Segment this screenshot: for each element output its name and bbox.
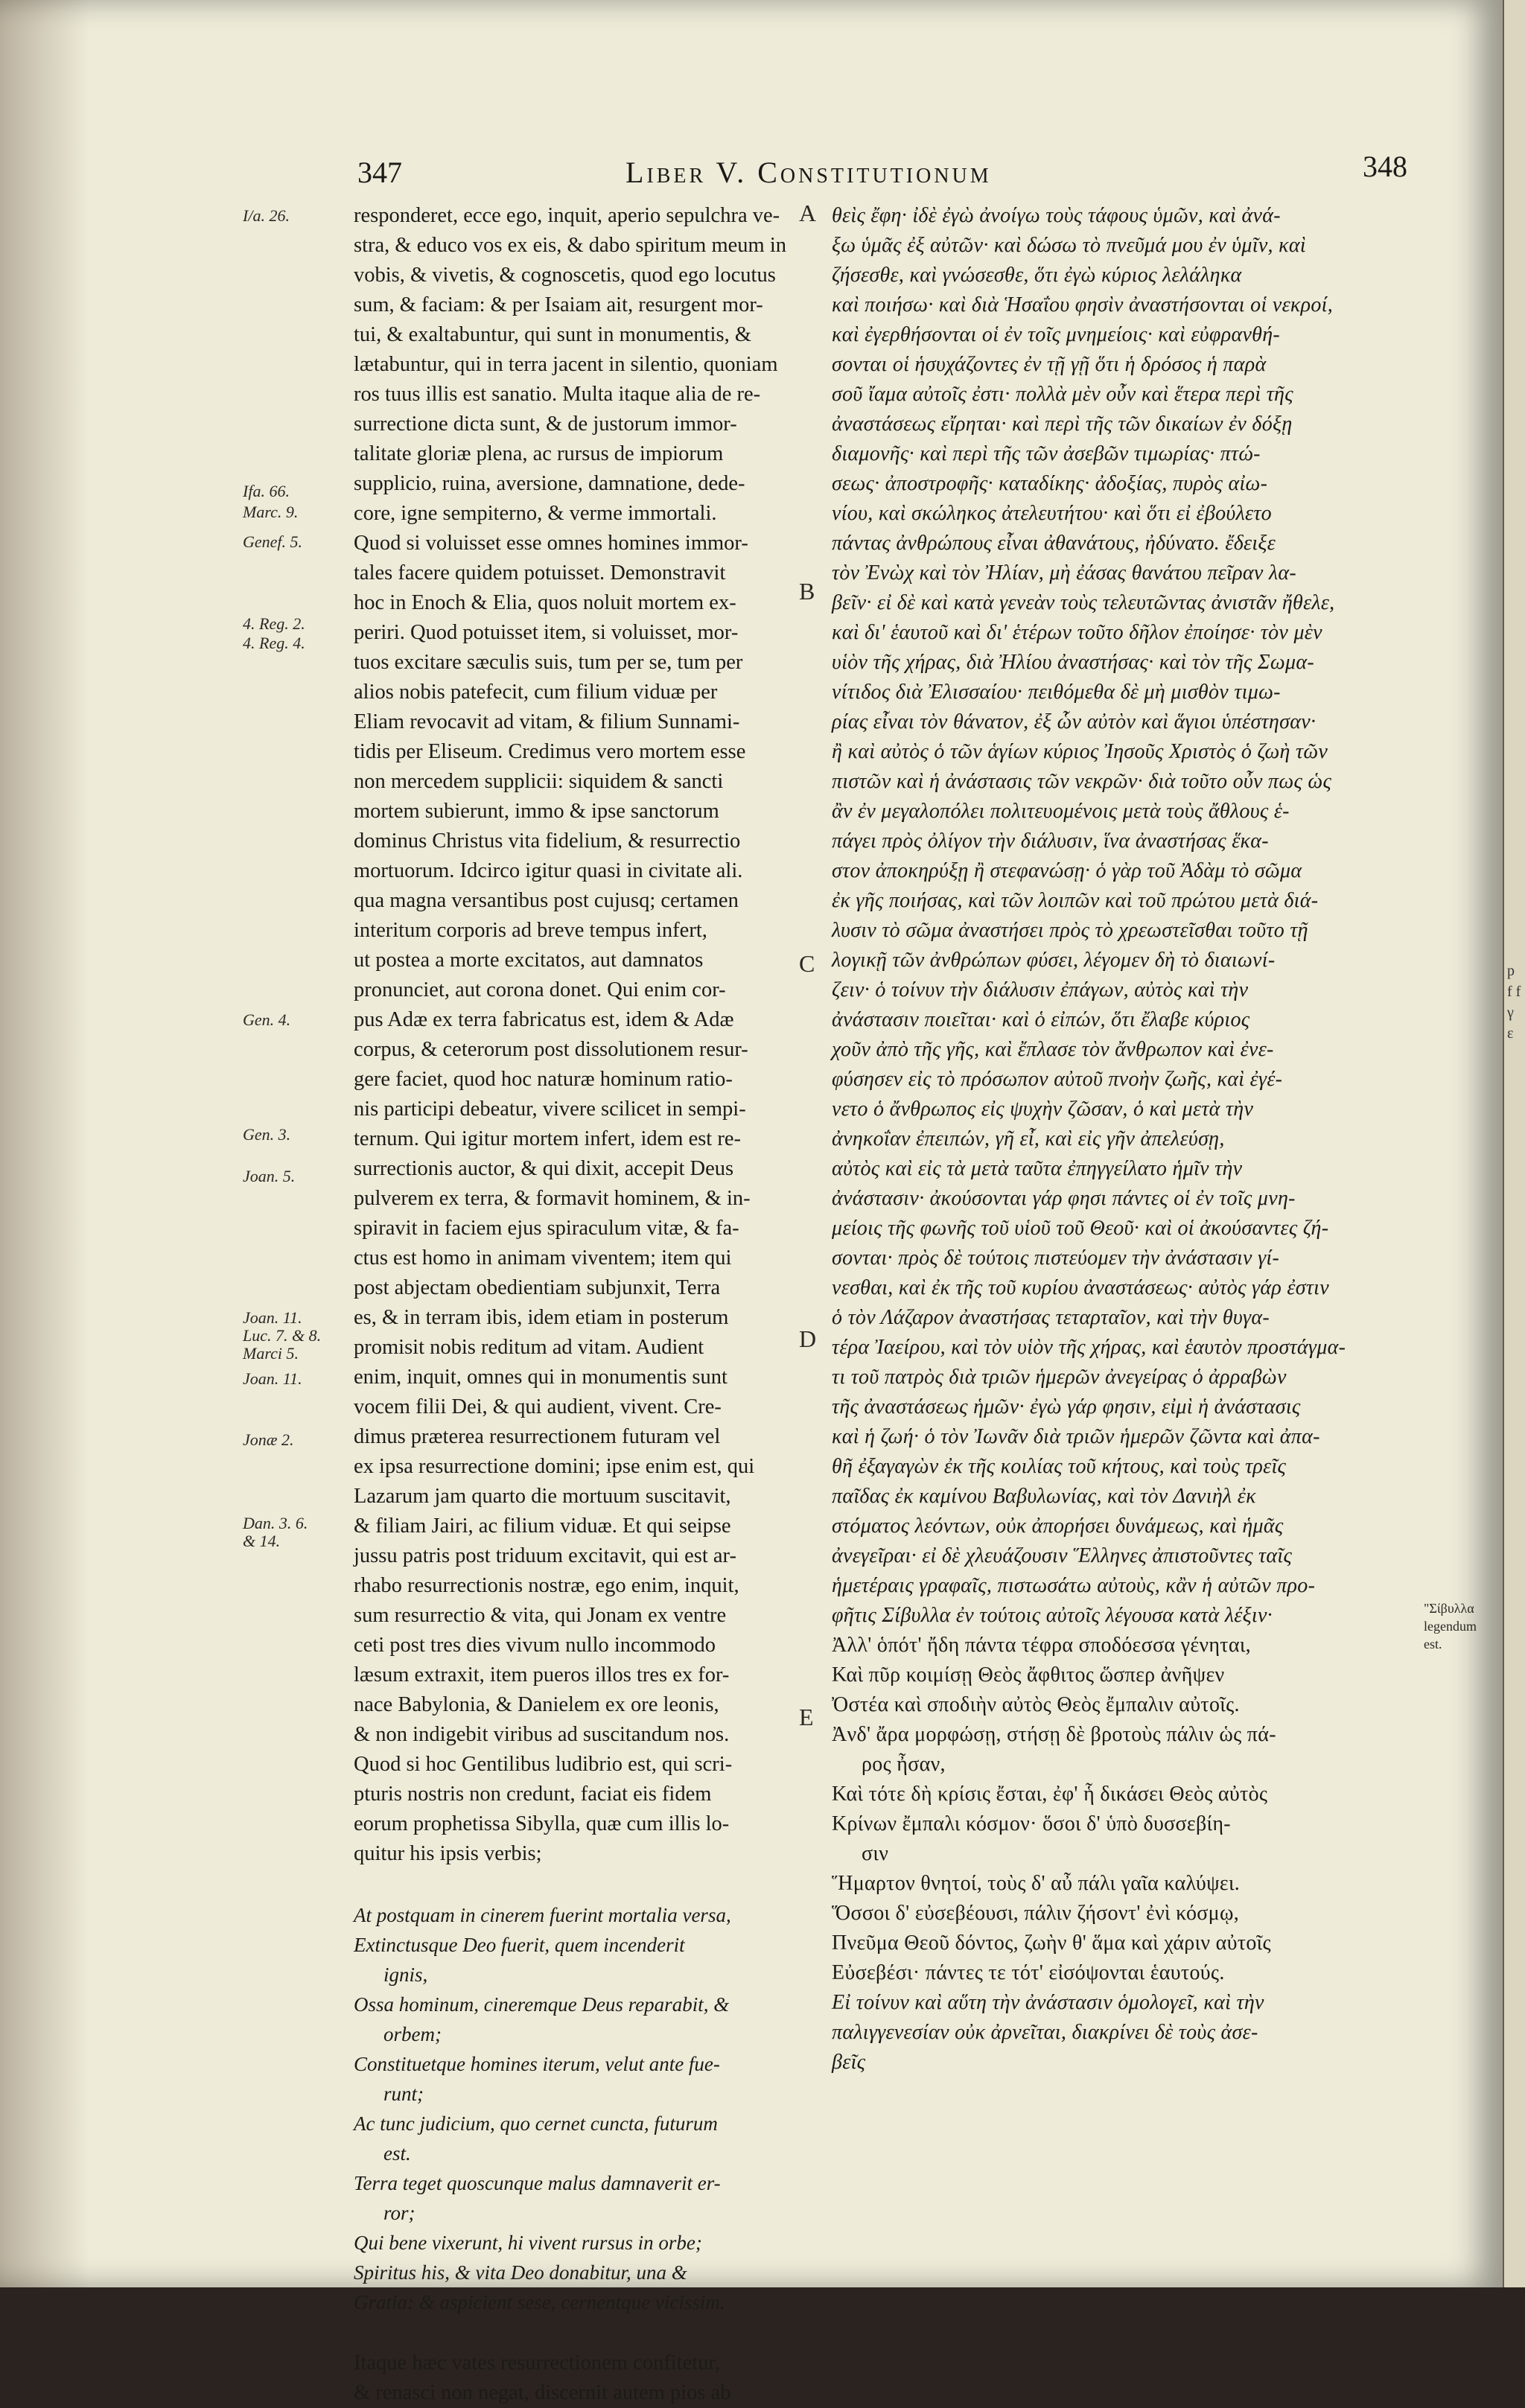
greek-lines-line: νίτιδος διὰ Ἐλισσαίου· πειθόμεθα δὲ μὴ μισθὸν τιμω- [832,681,1281,704]
latin-lines-line: pulverem ex terra, & formavit hominem, & in- [354,1187,751,1210]
margin-ref: Joan. 11. [243,1369,302,1388]
latin-lines-line: hoc in Enoch & Elia, quos noluit mortem ex- [354,591,736,614]
greek-lines-line: αὐτὸς καὶ εἰς τὰ μετὰ ταῦτα ἐπηγγείλατο ἡμῖν τὴν [832,1157,1243,1180]
greek-lines-line: ἂν ἐν μεγαλοπόλει πολιτευομένοις μετὰ τοὺς ἄθλους ἑ- [832,800,1290,823]
latin-lines-line: rhabo resurrectionis nostræ, ego enim, inquit, [354,1574,739,1597]
greek-lines-line: φύσησεν εἰς τὸ πρόσωπον αὐτοῦ πνοὴν ζωῆς, καὶ ἐγέ- [832,1068,1283,1091]
latin-poem-line: runt; [383,2083,424,2105]
latin-poem-line: Spiritus his, & vita Deo donabitur, una & [354,2261,687,2284]
margin-ref: 4. Reg. 4. [243,634,305,652]
latin-lines-line: post abjectam obedientiam subjunxit, Terra [354,1276,721,1299]
greek-lines-line: τι τοῦ πατρὸς διὰ τριῶν ἡμερῶν ἀνεγείρας ὁ ἀρραβὼν [832,1366,1287,1389]
latin-poem-line: est. [383,2142,411,2165]
latin-lines-line: enim, inquit, omnes qui in monumentis sunt [354,1366,728,1389]
greek-lines-line: στόματος λεόντων, οὐκ ἀπορήσει δυνάμεως, καὶ ἡμᾶς [832,1514,1284,1538]
margin-ref: Dan. 3. 6. [243,1514,308,1532]
greek-lines-line: λυσιν τὸ σῶμα ἀναστήσει πρὸς τὸ χρεωστεῖσθαι τοῦτο τῇ [832,919,1308,942]
greek-poem-line: ρος ἦσαν, [862,1753,946,1776]
greek-lines-line: ἀνεγεῖραι· εἰ δὲ χλευάζουσιν Ἕλληνες ἀπιστοῦντες ταῖς [832,1544,1293,1567]
greek-lines-line: καὶ δι' ἑαυτοῦ καὶ δι' ἑτέρων τοῦτο δῆλον ἐποίησε· τὸν μὲν [832,621,1322,644]
greek-lines-line: παῖδας ἐκ καμίνου Βαβυλωνίας, καὶ τὸν Δανιὴλ ἐκ [832,1485,1256,1508]
binding-shadow [0,0,89,2287]
latin-lines-line: eorum prophetissa Sibylla, quæ cum illis lo- [354,1812,730,1835]
margin-ref: Joan. 11. [243,1308,302,1327]
latin-lines-line: ternum. Qui igitur mortem infert, idem est re- [354,1127,741,1150]
greek-lines-line: ἀνηκοΐαν ἐπειπών, γῆ εἶ, καὶ εἰς γῆν ἀπελεύσῃ, [832,1127,1225,1150]
latin-lines-line: ros tuus illis est sanatio. Multa itaque alia de re- [354,383,761,406]
latin-lines-line: sum resurrectio & vita, qui Jonam ex ventre [354,1604,727,1627]
latin-lines-line: spiravit in faciem ejus spiraculum vitæ, & fa- [354,1217,739,1240]
latin-poem-line: Qui bene vixerunt, hi vivent rursus in orbe; [354,2232,702,2254]
next-page-edge [1503,0,1525,2287]
latin-lines-line: Lazarum jam quarto die mortuum suscitavit, [354,1485,731,1508]
latin-lines-line: lætabuntur, qui in terra jacent in silentio, quoniam [354,353,778,376]
greek-lines-line: πάγει πρὸς ὀλίγον τὴν διάλυσιν, ἵνα ἀναστήσας ἕκα- [832,829,1269,853]
latin-lines-line: pronunciet, aut corona donet. Qui enim cor- [354,978,726,1001]
greek-lines-line: ἡμετέραις γραφαῖς, πιστωσάτω αὐτοὺς, κἂν ἡ αὐτῶν προ- [832,1574,1316,1597]
greek-closing-line: Εἰ τοίνυν καὶ αὕτη τὴν ἀνάστασιν ὁμολογεῖ, καὶ τὴν [832,1991,1264,2014]
latin-lines-line: promisit nobis reditum ad vitam. Audient [354,1336,704,1359]
margin-ref: Luc. 7. & 8. [243,1326,322,1345]
page-header [350,149,1415,194]
section-letter: E [799,1704,814,1730]
latin-lines-line: & filiam Jairi, ac filium viduæ. Et qui seipse [354,1514,731,1538]
latin-lines-line: surrectionis auctor, & qui dixit, accepit Deus [354,1157,734,1180]
latin-lines-line: ceti post tres dies vivum nullo incommodo [354,1634,716,1657]
greek-closing-line: βεῖς [832,2051,866,2074]
page-number-right: 348 [1363,150,1407,183]
latin-lines-line: quitur his ipsis verbis; [354,1842,542,1865]
margin-ref: I/a. 26. [243,206,290,225]
greek-lines-line: ἀναστάσεως εἴρηται· καὶ περὶ τῆς τῶν δικαίων ἐν δόξῃ [832,413,1293,436]
latin-lines-line: pturis nostris non credunt, faciat eis fidem [354,1783,712,1806]
margin-ref: Genef. 5. [243,532,303,551]
section-letter: A [799,200,817,226]
greek-column [832,201,1413,2077]
page-number-left: 347 [357,156,402,189]
latin-poem-line: Terra teget quoscunque malus damnaverit er- [354,2172,721,2194]
greek-poem-line: Ἥμαρτον θνητοί, τοὺς δ' αὖ πάλι γαῖα καλύψει. [832,1872,1241,1895]
latin-poem-line: Extinctusque Deo fuerit, quem incenderit [354,1934,685,1956]
greek-lines-line: χοῦν ἀπὸ τῆς γῆς, καὶ ἔπλασε τὸν ἄνθρωπον καὶ ἐνε- [832,1038,1274,1061]
latin-lines-line: talitate gloriæ plena, ac rursus de impiorum [354,442,724,465]
margin-ref: Marci 5. [243,1344,299,1363]
latin-lines-line: periri. Quod potuisset item, si voluisset, mor- [354,621,739,644]
greek-poem-line: Ἀνδ' ἄρα μορφώσῃ, στήσῃ δὲ βροτοὺς πάλιν ὡς πά- [832,1723,1276,1746]
latin-lines-line: & non indigebit viribus ad suscitandum nos. [354,1723,730,1746]
greek-poem-line: Ἀλλ' ὁπότ' ἤδη πάντα τέφρα σποδόεσσα γένηται, [832,1634,1251,1657]
greek-lines-line: σονται· πρὸς δὲ τούτοις πιστεύομεν τὴν ἀνάστασιν γί- [832,1246,1280,1270]
greek-poem-line: σιν [862,1842,889,1865]
latin-lines-line: tales facere quidem potuisset. Demonstravit [354,561,726,585]
greek-lines-line: τὸν Ἐνὼχ καὶ τὸν Ἠλίαν, μὴ ἐάσας θανάτου πεῖραν λα- [832,561,1296,585]
latin-poem-line: At postquam in cinerem fuerint mortalia versa, [354,1904,731,1926]
latin-lines-line: es, & in terram ibis, idem etiam in posterum [354,1306,729,1329]
greek-lines-line: στον ἀποκηρύξῃ ἢ στεφανώσῃ· ὁ γὰρ τοῦ Ἀδὰμ τὸ σῶμα [832,859,1302,882]
next-page-fragment: p f f γ ε [1507,963,1521,1042]
latin-lines-line: jussu patris post triduum excitavit, qui est ar- [354,1544,736,1567]
greek-lines-line: ρίας εἶναι τὸν θάνατον, ἐξ ὧν αὐτὸν καὶ ἅγιοι ὑπέστησαν· [832,710,1317,733]
greek-lines-line: υἱὸν τῆς χήρας, διὰ Ἠλίου ἀναστήσας· καὶ τὸν τῆς Σωμα- [832,651,1314,674]
greek-lines-line: καὶ ἡ ζωή· ὁ τὸν Ἰωνᾶν διὰ τριῶν ἡμερῶν ζῶντα καὶ ἀπα- [832,1425,1320,1448]
latin-poem-line: Gratia: & aspicient sese, cernentque vicissim. [354,2291,725,2313]
greek-lines-line: σονται οἱ ἡσυχάζοντες ἐν τῇ γῇ ὅτι ἡ δρόσος ἡ παρὰ [832,353,1267,376]
greek-poem-line: Εὐσεβέσι· πάντες τε τότ' εἰσόψονται ἑαυτούς. [832,1961,1225,1984]
latin-lines-line: supplicio, ruina, aversione, damnatione, dede- [354,472,745,495]
latin-lines-line: Eliam revocavit ad vitam, & filium Sunnami- [354,710,740,733]
latin-lines-line: stra, & educo vos ex eis, & dabo spiritum meum in [354,234,786,257]
latin-lines-line: ut postea a morte excitatos, aut damnatos [354,949,704,972]
greek-lines-line: νεσθαι, καὶ ἐκ τῆς τοῦ κυρίου ἀναστάσεως· αὐτὸς γάρ ἐστιν [832,1276,1329,1299]
greek-lines-line: καὶ ποιήσω· καὶ διὰ Ἡσαΐου φησὶν ἀναστήσονται οἱ νεκροί, [832,293,1334,316]
latin-lines-line: dimus præterea resurrectionem futuram vel [354,1425,721,1448]
latin-lines-line: ctus est homo in animam viventem; item qui [354,1246,732,1270]
latin-column [354,201,808,2408]
greek-lines-line: ζήσεσθε, καὶ γνώσεσθε, ὅτι ἐγὼ κύριος λελάληκα [832,264,1242,287]
latin-poem-line: Ac tunc judicium, quo cernet cuncta, futurum [354,2112,718,2135]
latin-lines-line: tuos excitare sæculis suis, tum per se, tum per [354,651,743,674]
latin-lines-line: tidis per Eliseum. Credimus vero mortem esse [354,740,746,763]
greek-lines-line: ἀνάστασιν· ἀκούσονται γάρ φησι πάντες οἱ ἐν τοῖς μνη- [832,1187,1296,1210]
margin-ref: Ifa. 66. [243,482,290,500]
latin-lines-line: corpus, & ceterorum post dissolutionem resur- [354,1038,748,1061]
latin-poem-line: ror; [383,2202,416,2224]
latin-poem-line: Constituetque homines iterum, velut ante fue- [354,2053,720,2075]
greek-closing-line: παλιγγενεσίαν οὐκ ἀρνεῖται, διακρίνει δὲ τοὺς ἀσε- [832,2021,1258,2044]
latin-lines-line: tui, & exaltabuntur, qui sunt in monumentis, & [354,323,751,346]
greek-lines-line: σεως· ἀποστροφῆς· καταδίκης· ἀδοξίας, πυρὸς αἰω- [832,472,1268,495]
latin-poem-line: Ossa hominum, cineremque Deus reparabit, & [354,1993,730,2016]
greek-lines-line: ὁ τὸν Λάζαρον ἀναστήσας τεταρταῖον, καὶ τὴν θυγα- [832,1306,1270,1329]
greek-lines-line: καὶ ἐγερθήσονται οἱ ἐν τοῖς μνημείοις· καὶ εὐφρανθή- [832,323,1281,346]
greek-poem-line: Ὀστέα καὶ σποδιὴν αὐτὸς Θεὸς ἔμπαλιν αὐτοῖς. [832,1693,1240,1716]
section-letter: C [799,950,815,977]
greek-lines-line: θεὶς ἔφη· ἰδὲ ἐγὼ ἀνοίγω τοὺς τάφους ὑμῶν, καὶ ἀνά- [832,204,1281,227]
latin-lines-line: Quod si voluisset esse omnes homines immor- [354,532,748,555]
latin-lines-line: dominus Christus vita fidelium, & resurrectio [354,829,741,853]
greek-lines-line: θῆ ἐξαγαγὼν ἐκ τῆς κοιλίας τοῦ κήτους, καὶ τοὺς τρεῖς [832,1455,1287,1478]
greek-lines-line: τέρα Ἰαείρου, καὶ τὸν υἱὸν τῆς χήρας, καὶ ἑαυτὸν προστάγμα- [832,1336,1346,1359]
greek-poem-line: Ὅσσοι δ' εὐσεβέουσι, πάλιν ζήσοντ' ἐνὶ κόσμῳ, [832,1902,1239,1925]
greek-lines-line: νετο ὁ ἄνθρωπος εἰς ψυχὴν ζῶσαν, ὁ καὶ μετὰ τὴν [832,1098,1254,1121]
latin-lines-line: pus Adæ ex terra fabricatus est, idem & Adæ [354,1008,734,1031]
latin-lines-line: responderet, ecce ego, inquit, aperio sepulchra ve- [354,204,780,227]
latin-lines-line: qua magna versantibus post cujusq; certamen [354,889,739,912]
latin-poem-line: ignis, [383,1963,428,1986]
latin-lines-line: vobis, & vivetis, & cognoscetis, quod ego locutus [354,264,776,287]
greek-poem-line: Καὶ τότε δὴ κρίσις ἔσται, ἐφ' ἧ δικάσει Θεὸς αὐτὸς [832,1783,1268,1806]
latin-lines-line: alios nobis patefecit, cum filium viduæ per [354,681,718,704]
latin-lines-line: interitum corporis ad breve tempus infert, [354,919,707,942]
greek-lines-line: ἀνάστασιν ποιεῖται· καὶ ὁ εἰπών, ὅτι ἔλαβε κύριος [832,1008,1250,1031]
margin-ref: Gen. 4. [243,1010,291,1029]
greek-lines-line: ἐκ γῆς ποιήσας, καὶ τῶν λοιπῶν καὶ τοῦ πρώτου μετὰ διά- [832,889,1319,912]
greek-lines-line: ἢ καὶ αὐτὸς ὁ τῶν ἁγίων κύριος Ἰησοῦς Χριστὸς ὁ ζωὴ τῶν [832,740,1328,763]
latin-closing-line: Itaque hæc vates resurrectionem confitetur, [354,2351,720,2374]
running-title: Liber V. Constitutionum [625,156,992,189]
margin-ref: Marc. 9. [243,503,299,521]
margin-ref: Jonæ 2. [243,1430,294,1449]
latin-lines-line: gere faciet, quod hoc naturæ hominum ratio- [354,1068,733,1091]
latin-lines-line: surrectione dicta sunt, & de justorum immor- [354,413,737,436]
latin-lines-line: core, igne sempiterno, & verme immortali. [354,502,717,525]
margin-ref: Gen. 3. [243,1125,291,1144]
margin-ref: Joan. 5. [243,1167,296,1185]
latin-lines-line: mortuorum. Idcirco igitur quasi in civitate ali. [354,859,743,882]
greek-lines-line: διαμονῆς· καὶ περὶ τῆς τῶν ἀσεβῶν τιμωρίας· πτώ- [832,442,1261,465]
latin-lines-line: nace Babylonia, & Danielem ex ore leonis, [354,1693,719,1716]
greek-lines-line: νίου, καὶ σκώληκος ἀτελευτήτου· καὶ ὅτι εἰ ἐβούλετο [832,502,1272,525]
latin-lines-line: sum, & faciam: & per Isaiam ait, resurgent mor- [354,293,763,316]
greek-poem-line: Κρίνων ἔμπαλι κόσμον· ὅσοι δ' ὑπὸ δυσσεβίη- [832,1812,1231,1835]
latin-lines-line: mortem subierunt, immo & ipse sanctorum [354,800,719,823]
greek-lines-line: σοῦ ἴαμα αὐτοῖς ἐστι· πολλὰ μὲν οὖν καὶ ἕτερα περὶ τῆς [832,383,1293,406]
margin-note: "Σίβυλλα legendum est. [1424,1601,1477,1651]
latin-lines-line: non mercedem supplicii: siquidem & sancti [354,770,724,793]
greek-lines-line: τῆς ἀναστάσεως ἡμῶν· ἐγὼ γάρ φησιν, εἰμὶ ἡ ἀνάστασις [832,1395,1301,1418]
section-letter: D [799,1325,817,1352]
greek-lines-line: μείοις τῆς φωνῆς τοῦ υἱοῦ τοῦ Θεοῦ· καὶ οἱ ἀκούσαντες ζή- [832,1217,1329,1240]
greek-poem-line: Πνεῦμα Θεοῦ δόντος, ζωὴν θ' ἅμα καὶ χάριν αὐτοῖς [832,1931,1271,1955]
greek-lines-line: πιστῶν καὶ ἡ ἀνάστασις τῶν νεκρῶν· διὰ τοῦτο οὖν πως ὡς [832,770,1332,793]
latin-lines-line: læsum extraxit, item pueros illos tres ex for- [354,1663,730,1686]
greek-poem-line: Καὶ πῦρ κοιμίσῃ Θεὸς ἄφθιτος ὥσπερ ἀνῆψεν [832,1663,1225,1686]
latin-closing-line: & renasci non negat, discernit autem pios ab [354,2381,731,2404]
greek-lines-line: λογικῇ τῶν ἀνθρώπων φύσει, λέγομεν δὴ τὸ διαιωνί- [832,949,1276,972]
latin-lines-line: nis participi debeatur, vivere scilicet in sempi- [354,1098,746,1121]
greek-lines-line: ξω ὑμᾶς ἐξ αὐτῶν· καὶ δώσω τὸ πνεῦμά μου ἐν ὑμῖν, καὶ [832,234,1306,257]
margin-ref: 4. Reg. 2. [243,614,305,633]
margin-ref: & 14. [243,1532,281,1550]
greek-lines-line: βεῖν· εἰ δὲ καὶ κατὰ γενεὰν τοὺς τελευτῶντας ἀνιστᾶν ἤθελε, [832,591,1335,614]
latin-lines-line: Quod si hoc Gentilibus ludibrio est, qui scri- [354,1753,733,1776]
greek-lines-line: φῆτις Σίβυλλα ἐν τούτοις αὐτοῖς λέγουσα κατὰ λέξιν· [832,1604,1273,1627]
latin-lines-line: ex ipsa resurrectione domini; ipse enim est, qui [354,1455,755,1478]
section-letter: B [799,578,815,605]
latin-poem-line: orbem; [383,2023,442,2045]
greek-lines-line: ζειν· ὁ τοίνυν τὴν διάλυσιν ἐπάγων, αὐτὸς καὶ τὴν [832,978,1249,1001]
greek-lines-line: πάντας ἀνθρώπους εἶναι ἀθανάτους, ἠδύνατο. ἔδειξε [832,532,1276,555]
latin-lines-line: vocem filii Dei, & qui audient, vivent. Cre- [354,1395,722,1418]
